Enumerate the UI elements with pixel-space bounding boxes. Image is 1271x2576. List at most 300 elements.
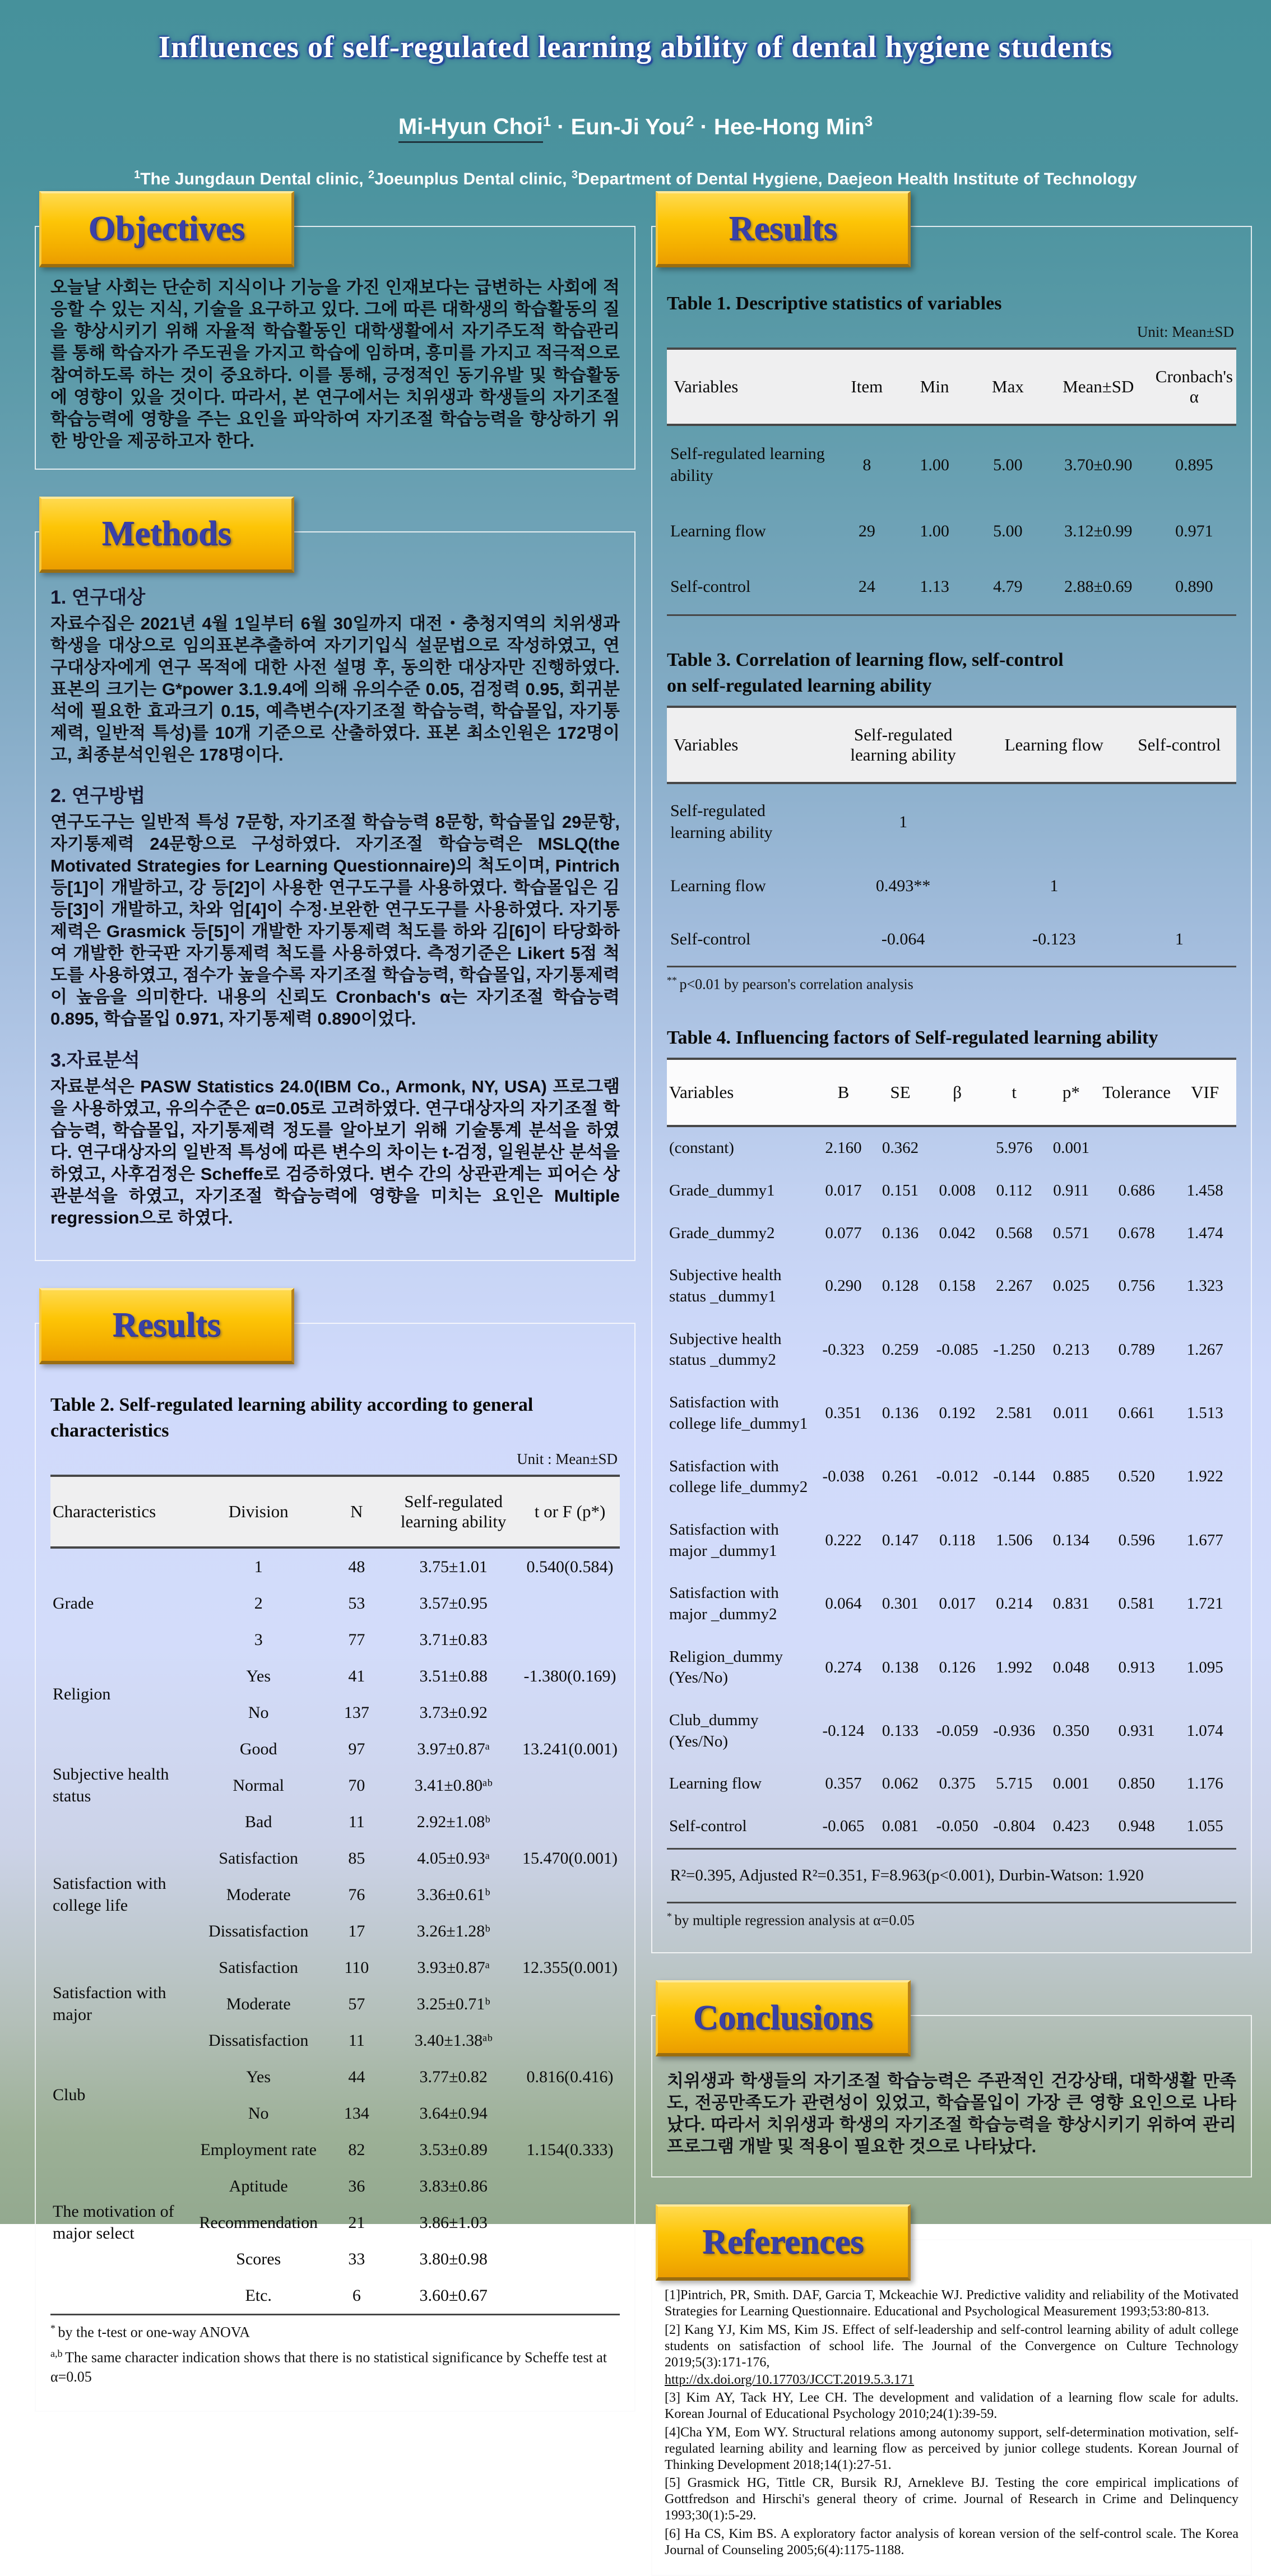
table-cell: Subjective health status _dummy2: [669, 1329, 782, 1369]
table-cell: 3: [254, 1630, 263, 1649]
table-cell: 0.128: [882, 1277, 919, 1295]
table-cell: 1: [1050, 877, 1059, 895]
table-cell: Satisfaction with college life_dummy1: [669, 1393, 808, 1433]
table-cell: 0.357: [825, 1775, 862, 1793]
table-cell: 97: [348, 1739, 365, 1758]
table-cell: -0.038: [822, 1467, 865, 1486]
table-cell: 1.055: [1186, 1817, 1223, 1836]
table-cell: 0.118: [939, 1531, 976, 1549]
table-cell: 0.678: [1118, 1224, 1155, 1242]
table-cell: 4.05±0.93ᵃ: [417, 1848, 490, 1868]
table-cell: -0.085: [936, 1340, 978, 1359]
table-row: [667, 1509, 1236, 1572]
table-cell: (constant): [669, 1139, 734, 1157]
table2-footnotes: [50, 2322, 620, 2387]
table-cell: -0.144: [993, 1467, 1036, 1486]
column-header: Learning flow: [986, 707, 1122, 783]
table-cell: 85: [348, 1848, 365, 1868]
table-cell: [520, 1767, 620, 1804]
author-superscript: 3: [864, 113, 873, 129]
column-header: Min: [898, 349, 971, 425]
table-row: [667, 1212, 1236, 1255]
table-cell: 5.976: [996, 1139, 1033, 1157]
methods-item-title: 3.자료분석: [50, 1049, 140, 1071]
table-cell: Dissatisfaction: [208, 2031, 309, 2050]
table-cell: [986, 783, 1122, 859]
table-row: [50, 2059, 620, 2095]
table-cell: 3.75±1.01: [419, 1557, 488, 1576]
table-row: [667, 1805, 1236, 1848]
author-separator: ·: [694, 114, 714, 140]
table-cell: [520, 2241, 620, 2277]
table-cell: 0.136: [882, 1224, 919, 1242]
table1-unit: Unit: Mean±SD: [1137, 323, 1234, 341]
table-cell: Satisfaction: [219, 1848, 299, 1868]
results-left-badge: [39, 1288, 294, 1364]
column-header: Self-regulated learning ability: [820, 707, 986, 783]
table-cell: 0.520: [1118, 1467, 1155, 1486]
table-cell: 3.25±0.71ᵇ: [416, 1994, 490, 2013]
table-cell: 76: [348, 1885, 365, 1904]
table-cell: 3.26±1.28ᵇ: [416, 1921, 490, 1940]
table-cell: 3.36±0.61ᵇ: [416, 1885, 490, 1904]
table-cell: 0.064: [825, 1595, 862, 1613]
objectives-badge-label: Objectives: [88, 209, 245, 248]
footnote-marker: **: [667, 975, 680, 986]
table-row: [667, 1763, 1236, 1805]
table-cell: [520, 2277, 620, 2315]
table-cell: -1.250: [993, 1340, 1036, 1359]
table-cell: 3.73±0.92: [419, 1703, 488, 1722]
table-row: [50, 1731, 620, 1767]
table-cell: 3.71±0.83: [419, 1630, 488, 1649]
columns: [0, 189, 1271, 2576]
table-row: [667, 425, 1236, 503]
table-cell: Moderate: [226, 1885, 291, 1904]
table-cell: 3.70±0.90: [1064, 455, 1133, 474]
table-cell: -0.064: [881, 930, 925, 948]
table-cell: -0.123: [1032, 930, 1076, 948]
table-row: [50, 1548, 620, 1585]
table-cell: Grade: [53, 1593, 94, 1613]
table4: [667, 1058, 1236, 1849]
table-row: [667, 1254, 1236, 1318]
table-cell: 5.00: [993, 455, 1023, 474]
column-header: Characteristics: [50, 1476, 191, 1548]
table-cell: 1.458: [1186, 1182, 1223, 1200]
table-cell: [520, 2204, 620, 2241]
table-cell: Satisfaction with college life_dummy2: [669, 1457, 808, 1497]
table-cell: Grade_dummy2: [669, 1224, 775, 1242]
table-cell: 48: [348, 1557, 365, 1576]
table-row: [667, 1445, 1236, 1509]
author-name: Hee-Hong Min: [713, 114, 865, 140]
table-cell: 5.00: [993, 522, 1023, 541]
table-cell: Religion_dummy (Yes/No): [669, 1647, 783, 1687]
table-cell: Yes: [246, 1666, 271, 1685]
table-cell: 0.362: [882, 1139, 919, 1157]
column-header: p*: [1043, 1059, 1100, 1126]
table3-footnotes: [667, 974, 1236, 994]
table-cell: 0.571: [1052, 1224, 1089, 1242]
table-cell: -0.059: [936, 1721, 978, 1740]
column-header: Item: [836, 349, 898, 425]
table-cell: 1.00: [920, 522, 949, 541]
table-cell: Learning flow: [670, 522, 766, 541]
table-footnote: * by the t-test or one-way ANOVA: [50, 2322, 251, 2341]
table-cell: 3.12±0.99: [1064, 522, 1133, 541]
table-cell: Self-regulated learning ability: [670, 444, 825, 485]
table4-summary: R²=0.395, Adjusted R²=0.351, F=8.963(p<0.001), Durbin-Watson: 1.920: [667, 1850, 1236, 1903]
table-cell: Subjective health status _dummy1: [669, 1266, 782, 1306]
table-cell: [1122, 783, 1236, 859]
table-cell: 0.596: [1118, 1531, 1155, 1549]
table3-title-line2: on self-regulated learning ability: [667, 675, 932, 697]
table-cell: 2.88±0.69: [1064, 577, 1133, 596]
authors-line: [0, 113, 1271, 140]
table-row: [667, 1126, 1236, 1170]
methods-item-body: 자료수집은 2021년 4월 1일부터 6월 30일까지 대전・충청지역의 치위생과 학생을 대상으로 임의표본추출하여 자기기입식 설문법으로 작성하였고, 연구대상자에게 연구 목적에 대한 사전 설명 후, 동의한 대상자만 진행하였다. 표본의 크기는 G*power 3.1.9.4에 의해 유의수준 0.05, 검정력 0.95, 회귀분석에 필요한 효과크기 0.15, 예측변수(자기조절 학습능력, 학습몰입, 자기통제력, 일반적 특성)를 10개 기준으로 산출하였다. 표본 최소인원은 172명이고, 최종분석인원은 178명이다.: [50, 613, 620, 765]
table-cell: -0.936: [993, 1721, 1036, 1740]
table-cell: 3.80±0.98: [419, 2249, 488, 2268]
conclusions-badge: [656, 1980, 911, 2056]
table-cell: Self-control: [670, 930, 751, 948]
table-cell: 0.789: [1118, 1340, 1155, 1359]
methods-item-body: 연구도구는 일반적 특성 7문항, 자기조절 학습능력 8문항, 학습몰입 29문항, 자기통제력 24문항으로 구성하였다. 자기조절 학습능력은 MSLQ(the Motivated Strategies for Learning Questionnaire)의 척도이며, Pintrich 등[1]이 개발하고, 강 등[2]이 사용한 연구도구를 사용하였다. 학습몰입은 김 등[3]이 개발하고, 차와 엄[4]이 수정·보완한 연구도구를 사용하였다. 자기통제력은 Grasmick 등[5]이 개발한 자기통제력 척도를 하와 김[6]이 타당화하여 개발한 한국판 자기통제력 척도를 사용하였다. 측정기준은 Likert 5점 척도를 사용하였고, 점수가 높을수록 자기조절 학습능력, 학습몰입, 자기통제력이 높음을 의미한다. 내용의 신뢰도 Cronbach's α는 자기조절 학습능력 0.895, 학습몰입 0.971, 자기통제력 0.890이었다.: [50, 812, 620, 1029]
table2: [50, 1475, 620, 2315]
affiliation-text: The Jungdaun Dental clinic,: [140, 170, 364, 189]
table-cell: 1.095: [1186, 1658, 1223, 1676]
table-cell: 1.474: [1186, 1224, 1223, 1242]
table3: [667, 706, 1236, 967]
table-cell: 0.151: [882, 1182, 919, 1200]
table-cell: 0.011: [1053, 1404, 1089, 1422]
reference-item: [4]Cha YM, Eom WY. Structural relations among autonomy support, self-determination motivation, self-regulated learning ability and learning flow as perceived by junior college students. Korean Journal of Thinking Development 2018;14(1):27-51.: [665, 2425, 1238, 2472]
table-cell: 0.158: [939, 1277, 976, 1295]
table-cell: 0.192: [939, 1404, 976, 1422]
table-cell: 0.112: [996, 1182, 1032, 1200]
references-list: [665, 2287, 1238, 2558]
table-cell: Recommendation: [199, 2213, 318, 2232]
table-cell: 0.017: [825, 1182, 862, 1200]
affiliation-superscript: 3: [571, 169, 578, 182]
table-cell: -0.012: [936, 1467, 978, 1486]
table-cell: Satisfaction: [219, 1958, 299, 1977]
table-cell: 0.259: [882, 1340, 919, 1359]
table-cell: 0.042: [939, 1224, 976, 1242]
table-cell: 0.831: [1052, 1595, 1089, 1613]
table-cell: The motivation of major select: [53, 2202, 174, 2243]
reference-item: [2] Kang YJ, Kim MS, Kim JS. Effect of self-leadership and self-control learning ability of adult college students on satisfaction of school life. The Journal of the Convergence on Culture Technology 2019;5(3):171-176,: [665, 2323, 1238, 2370]
table-cell: 3.60±0.67: [419, 2286, 488, 2305]
table-row: [667, 1170, 1236, 1212]
table-cell: 13.241(0.001): [522, 1739, 618, 1758]
table-row: [50, 2132, 620, 2168]
author-name: Mi-Hyun Choi: [398, 114, 543, 143]
table-cell: 0.890: [1175, 577, 1213, 596]
table-cell: 1.00: [920, 455, 949, 474]
author-superscript: 1: [542, 113, 551, 129]
methods-item-title: 2. 연구방법: [50, 785, 146, 807]
methods-content: [50, 582, 620, 1229]
table-row: [667, 503, 1236, 559]
table-cell: 3.51±0.88: [419, 1666, 488, 1685]
table-cell: 0.274: [825, 1658, 862, 1676]
affiliations-line: [0, 169, 1271, 189]
table-cell: 1: [899, 812, 908, 831]
table-cell: Scores: [236, 2249, 281, 2268]
table-cell: 1.267: [1186, 1340, 1223, 1359]
table-cell: 3.41±0.80ᵃᵇ: [414, 1776, 493, 1795]
table-cell: 29: [858, 522, 875, 541]
table-cell: 0.214: [996, 1595, 1033, 1613]
table-cell: -0.804: [993, 1817, 1036, 1836]
table-cell: 24: [858, 577, 875, 596]
table-cell: 0.423: [1052, 1817, 1089, 1836]
table-cell: 8: [862, 455, 871, 474]
table-cell: No: [248, 1703, 269, 1722]
table-cell: 1.721: [1186, 1595, 1223, 1613]
table-cell: 0.062: [882, 1775, 919, 1793]
objectives-text: 오늘날 사회는 단순히 지식이나 기능을 가진 인재보다는 급변하는 사회에 적응할 수 있는 지식, 기술을 요구하고 있다. 그에 따른 대학생의 학습활동의 질을 향상시키기 위해 자율적 학습활동인 대학생활에서 자기주도적 학습관리를 통해 학습자가 주도권을 가지고 학습에 임하며, 흥미를 가지고 적극적으로 참여하도록 하는 것이 중요하다. 이를 통해, 긍정적인 동기유발 및 학습활동에 영향이 있을 것이다. 따라서, 본 연구에서는 치위생과 학생들의 자기조절학습능력에 영향을 주는 요인을 파악하여 자기조절 학습능력을 향상하기 위한 방안을 제공하고자 한다.: [50, 277, 620, 451]
table-cell: 0.375: [939, 1775, 976, 1793]
affiliation-text: Department of Dental Hygiene, Daejeon Health Institute of Technology: [577, 170, 1137, 189]
table-cell: 1.922: [1186, 1467, 1223, 1486]
column-header: Variables: [667, 1059, 815, 1126]
column-header: SE: [872, 1059, 929, 1126]
table-cell: 0.017: [939, 1595, 976, 1613]
table-cell: 0.001: [1052, 1139, 1089, 1157]
column-header: Self-control: [1122, 707, 1236, 783]
table3-title: [667, 647, 1236, 699]
author-superscript: 2: [685, 113, 694, 129]
table-cell: 0.001: [1052, 1775, 1089, 1793]
table-row: [667, 859, 1236, 912]
table-footnote: ** p<0.01 by pearson's correlation analysis: [667, 975, 913, 993]
table-cell: 3.53±0.89: [419, 2140, 488, 2159]
reference-doi-link[interactable]: http://dx.doi.org/10.17703/JCCT.2019.5.3.171: [665, 2373, 915, 2388]
methods-item: [50, 780, 620, 1030]
table-cell: Religion: [53, 1685, 111, 1704]
table-cell: 2.92±1.08ᵇ: [416, 1812, 490, 1831]
table-cell: Moderate: [226, 1994, 291, 2013]
table-cell: Satisfaction with major _dummy1: [669, 1520, 779, 1560]
table-cell: 0.025: [1052, 1277, 1089, 1295]
table-cell: Subjective health status: [53, 1765, 169, 1806]
table-cell: 2: [254, 1593, 263, 1613]
table-cell: -0.050: [936, 1817, 978, 1836]
table-cell: 0.913: [1118, 1658, 1155, 1676]
affiliation-superscript: 1: [134, 169, 141, 182]
table-cell: 3.97±0.87ᵃ: [417, 1739, 490, 1758]
table-cell: [520, 1621, 620, 1658]
reference-item: [1]Pintrich, PR, Smith. DAF, Garcia T, Mckeachie WJ. Predictive validity and reliability of the Motivated Strategies for Learning Questionnaire. Educational and Psychological Measurement 1993;53:80-813.: [665, 2288, 1238, 2319]
references-badge-label: References: [702, 2222, 864, 2261]
table-cell: [520, 1694, 620, 1731]
table-cell: 1.506: [996, 1531, 1033, 1549]
table-cell: Club_dummy (Yes/No): [669, 1711, 759, 1750]
table-cell: 6: [352, 2286, 361, 2305]
table-cell: 1.513: [1186, 1404, 1223, 1422]
methods-item-title: 1. 연구대상: [50, 586, 146, 608]
column-header: Max: [971, 349, 1045, 425]
table-cell: 0.351: [825, 1404, 862, 1422]
table-footnote: * by multiple regression analysis at α=0.05: [667, 1910, 915, 1929]
table-cell: 0.077: [825, 1224, 862, 1242]
column-header: Variables: [667, 349, 836, 425]
author-name: Eun-Ji You: [570, 114, 686, 140]
affiliation-text: Joeunplus Dental clinic,: [374, 170, 567, 189]
table-cell: Employment rate: [200, 2140, 317, 2159]
footnote-marker: *: [50, 2322, 58, 2334]
table-cell: 0.138: [882, 1658, 919, 1676]
table-row: [667, 1382, 1236, 1445]
table-cell: Normal: [233, 1776, 285, 1795]
table-cell: 0.948: [1118, 1817, 1155, 1836]
column-header: Cronbach's α: [1152, 349, 1236, 425]
table-cell: 3.83±0.86: [419, 2176, 488, 2195]
methods-item-body: 자료분석은 PASW Statistics 24.0(IBM Co., Armonk, NY, USA) 프로그램을 사용하였고, 유의수준은 α=0.05로 고려하였다. 연구대상자의 자기조절 학습능력, 학습몰입, 자기통제력 정도를 알아보기 위해 기술통계 분석을 하였다. 연구대상자의 일반적 특성에 따른 변수의 차이는 t-검정, 일원분산 분석을 하였고, 사후검정은 Scheffe로 검증하였다. 변수 간의 상관관계는 피어슨 상관분석을 하였고, 자기조절 학습능력에 영향을 미치는 요인은 Multiple regression으로 하였다.: [50, 1076, 620, 1227]
methods-badge: [39, 497, 294, 573]
table-cell: 0.581: [1118, 1595, 1155, 1613]
table-cell: Self-control: [670, 577, 751, 596]
poster-title: Influences of self-regulated learning ability of dental hygiene students: [158, 30, 1113, 64]
conclusions-section: [651, 1998, 1252, 2177]
table-cell: 0.134: [1052, 1531, 1089, 1549]
table1: [667, 348, 1236, 616]
table-cell: 41: [348, 1666, 365, 1685]
table-row: [667, 1572, 1236, 1636]
table-cell: 0.008: [939, 1182, 976, 1200]
table-cell: [520, 1986, 620, 2022]
table-cell: 57: [348, 1994, 365, 2013]
table-cell: Learning flow: [669, 1775, 762, 1793]
table-cell: 4.79: [993, 577, 1023, 596]
table-cell: 70: [348, 1776, 365, 1795]
table-cell: 3.57±0.95: [419, 1593, 488, 1613]
table-cell: Satisfaction with major: [53, 1984, 166, 2024]
table-cell: 0.686: [1118, 1182, 1155, 1200]
table-cell: No: [248, 2104, 269, 2123]
table-cell: 36: [348, 2176, 365, 2195]
table-cell: 3.64±0.94: [419, 2104, 488, 2123]
table-cell: 5.715: [996, 1775, 1033, 1793]
table-cell: 0.126: [939, 1658, 976, 1676]
table-cell: Learning flow: [670, 877, 766, 895]
table-cell: 2.160: [825, 1139, 862, 1157]
table-row: [667, 559, 1236, 615]
methods-section: [35, 515, 636, 1261]
table-cell: 12.355(0.001): [522, 1958, 618, 1977]
table3-title-line1: Table 3. Correlation of learning flow, self-control: [667, 650, 1064, 671]
footnote-marker: a,b: [50, 2348, 65, 2360]
table-cell: 15.470(0.001): [522, 1848, 618, 1868]
table2-unit: Unit : Mean±SD: [517, 1450, 618, 1467]
table-cell: [520, 1585, 620, 1621]
table-cell: 1.677: [1186, 1531, 1223, 1549]
table-cell: [1173, 1126, 1236, 1170]
table-cell: 33: [348, 2249, 365, 2268]
objectives-badge: [39, 191, 294, 267]
results-left-badge-label: Results: [112, 1306, 221, 1345]
table-cell: 0.540(0.584): [526, 1557, 614, 1576]
table-cell: -1.380(0.169): [523, 1666, 616, 1685]
table-row: [667, 783, 1236, 859]
table-cell: 1.13: [920, 577, 949, 596]
table-cell: 2.267: [996, 1277, 1033, 1295]
table-cell: 0.756: [1118, 1277, 1155, 1295]
table-cell: 0.133: [882, 1721, 919, 1740]
table-cell: 1: [1175, 930, 1184, 948]
left-column: [35, 189, 636, 2412]
references-badge: [656, 2204, 911, 2281]
table-cell: 0.885: [1052, 1467, 1089, 1486]
table-cell: 11: [348, 1812, 365, 1831]
table-cell: 0.222: [825, 1531, 862, 1549]
table-cell: 137: [344, 1703, 369, 1722]
table-cell: 1.176: [1186, 1775, 1223, 1793]
table-cell: 0.911: [1053, 1182, 1089, 1200]
table-cell: 0.147: [882, 1531, 919, 1549]
table-cell: Dissatisfaction: [208, 1921, 309, 1940]
table-cell: 0.493**: [875, 877, 931, 895]
column-header: N: [326, 1476, 387, 1548]
column-header: Variables: [667, 707, 820, 783]
right-column: [651, 189, 1252, 2576]
footnote-marker: *: [667, 1910, 675, 1922]
table-cell: 44: [348, 2067, 365, 2086]
table-cell: [520, 2022, 620, 2059]
column-header: VIF: [1173, 1059, 1236, 1126]
table-cell: 82: [348, 2140, 365, 2159]
table-row: [667, 1699, 1236, 1763]
table-cell: 1: [254, 1557, 263, 1576]
table-cell: 0.568: [996, 1224, 1033, 1242]
author-separator: ·: [551, 114, 571, 140]
conclusions-text: 치위생과 학생들의 자기조절 학습능력은 주관적인 건강상태, 대학생활 만족도, 전공만족도가 관련성이 있었고, 학습몰입이 가장 큰 영향 요인으로 나타났다. 따라서 치위생과 학생의 자기조절 학습능력을 향상시키기 위하여 관리 프로그램 개발 및 적용이 필요한 것으로 나타났다.: [667, 2071, 1236, 2157]
table-header-row: [667, 349, 1236, 425]
table-cell: 0.850: [1118, 1775, 1155, 1793]
table-footnote: $^{a,b}$ The same character indication shows that there is no statistical significance by Scheffe test at α=0.05: [50, 2348, 607, 2385]
table-cell: 11: [348, 2031, 365, 2050]
table-row: [667, 1318, 1236, 1382]
table-cell: 0.301: [882, 1595, 919, 1613]
table-cell: [1100, 1126, 1173, 1170]
table-cell: [520, 1877, 620, 1913]
table-cell: -0.124: [822, 1721, 865, 1740]
table-cell: Yes: [246, 2067, 271, 2086]
table-cell: Satisfaction with college life: [53, 1874, 166, 1915]
table-row: [50, 1840, 620, 1877]
methods-item: [50, 1045, 620, 1229]
poster-header: [0, 0, 1271, 189]
table-cell: 0.895: [1175, 455, 1213, 474]
reference-item: [5] Grasmick HG, Tittle CR, Bursik RJ, Arnekleve BJ. Testing the core empirical implications of Gottfredson and Hirschi's general theory of crime. Journal of Research in Crime and Delinquency 1993;30(1):5-29.: [665, 2476, 1238, 2523]
column-header: Mean±SD: [1045, 349, 1152, 425]
results-right-badge: [656, 191, 911, 267]
affiliation-superscript: 2: [368, 169, 375, 182]
table4-footnotes: [667, 1910, 1236, 1930]
table-cell: 3.40±1.38ᵃᵇ: [414, 2031, 493, 2050]
table-cell: 0.661: [1118, 1404, 1155, 1422]
table-cell: 1.154(0.333): [526, 2140, 614, 2159]
table-cell: 0.971: [1175, 522, 1213, 541]
reference-item: [6] Ha CS, Kim BS. A exploratory factor analysis of korean version of the self-control scale. The Korea Journal of Counseling 2005;6(4):1175-1188.: [665, 2526, 1238, 2558]
table-cell: Grade_dummy1: [669, 1182, 775, 1200]
table-cell: 2.581: [996, 1404, 1033, 1422]
table-cell: 3.93±0.87ᵃ: [417, 1958, 490, 1977]
table-cell: Etc.: [245, 2286, 272, 2305]
